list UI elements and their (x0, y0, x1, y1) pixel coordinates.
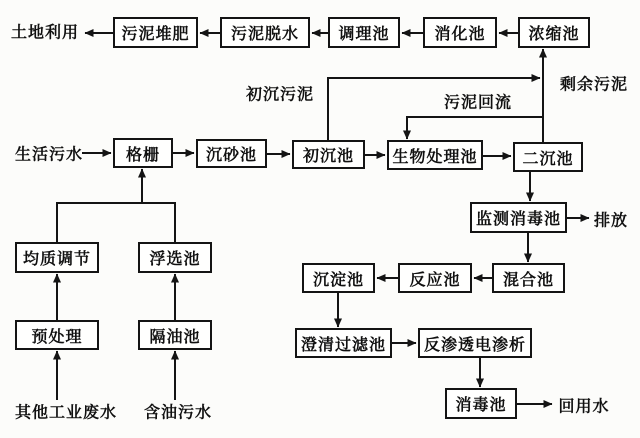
flow-label-oily-wastewater (144, 400, 212, 423)
node-flotation-tank (138, 242, 212, 273)
flow-label-text-oily-wastewater: 含油污水 (143, 402, 213, 422)
flow-label-text-reuse-water: 回用水 (558, 396, 610, 416)
flow-label-other-industrial-wastewater (15, 400, 117, 423)
flow-label-land-use (11, 20, 79, 43)
node-pretreatment (15, 320, 99, 350)
node-label-clarification-filtration-tank: 澄清过滤池 (300, 334, 386, 354)
node-label-primary-sedimentation-tank: 初沉池 (302, 146, 354, 165)
node-label-bar-screen: 格栅 (125, 144, 160, 164)
node-sludge-composting (113, 17, 198, 48)
edge-sludge-return-line (407, 117, 543, 139)
node-label-thickening-tank: 浓缩池 (528, 24, 580, 43)
node-label-grit-chamber: 沉砂池 (205, 145, 257, 164)
flow-label-primary-sludge (246, 82, 314, 105)
edge-equalization-flotation-connector (57, 203, 175, 242)
node-biological-treatment-tank (387, 140, 483, 170)
node-sludge-dewatering (220, 17, 310, 48)
node-digestion-tank (423, 17, 497, 48)
node-monitoring-disinfection-tank (470, 202, 567, 233)
node-oil-separation-tank (138, 320, 212, 350)
node-primary-sedimentation-tank (292, 140, 365, 169)
flow-label-reuse-water (558, 394, 609, 417)
node-label-equalization-adjustment: 均质调节 (22, 249, 91, 268)
node-equalization-adjustment (15, 242, 99, 273)
node-label-secondary-sedimentation-tank: 二沉池 (522, 148, 574, 168)
node-label-pretreatment: 预处理 (31, 326, 83, 346)
flow-label-text-discharge: 排放 (593, 210, 629, 230)
node-label-sludge-dewatering: 污泥脱水 (230, 24, 299, 43)
node-reverse-osmosis-electrodialysis (418, 328, 532, 358)
node-reaction-tank (398, 263, 472, 293)
flow-label-text-sludge-return: 污泥回流 (443, 92, 513, 112)
node-clarification-filtration-tank (295, 328, 392, 358)
node-disinfection-tank (445, 388, 517, 419)
node-label-oil-separation-tank: 隔油池 (149, 326, 201, 346)
node-label-disinfection-tank: 消毒池 (455, 395, 507, 414)
node-thickening-tank (518, 17, 590, 48)
node-label-reverse-osmosis-electrodialysis: 反渗透电渗析 (423, 334, 526, 354)
flow-label-text-land-use: 土地利用 (10, 22, 80, 42)
flow-label-excess-sludge (560, 72, 628, 95)
flow-label-text-other-industrial-wastewater: 其他工业废水 (14, 402, 118, 422)
node-label-flotation-tank: 浮选池 (149, 249, 201, 268)
flow-label-text-excess-sludge: 剩余污泥 (559, 74, 629, 94)
node-label-reaction-tank: 反应池 (409, 269, 461, 289)
node-sedimentation-tank (302, 263, 375, 293)
node-conditioning-tank (328, 17, 400, 48)
node-label-mixing-tank: 混合池 (502, 269, 554, 289)
flow-label-text-primary-sludge: 初沉污泥 (245, 84, 315, 104)
flow-label-discharge (594, 208, 628, 231)
node-bar-screen (113, 138, 173, 168)
node-label-digestion-tank: 消化池 (434, 24, 486, 43)
node-label-conditioning-tank: 调理池 (338, 24, 390, 43)
flow-label-sludge-return (444, 90, 512, 113)
node-grit-chamber (196, 139, 267, 168)
node-label-sedimentation-tank: 沉淀池 (312, 269, 364, 289)
node-secondary-sedimentation-tank (513, 142, 583, 172)
node-mixing-tank (492, 263, 565, 293)
flow-label-text-domestic-sewage: 生活污水 (14, 144, 84, 164)
node-label-biological-treatment-tank: 生物处理池 (392, 146, 478, 166)
flow-label-domestic-sewage (15, 142, 83, 165)
node-label-sludge-composting: 污泥堆肥 (121, 24, 190, 43)
node-label-monitoring-disinfection-tank: 监测消毒池 (475, 209, 561, 228)
